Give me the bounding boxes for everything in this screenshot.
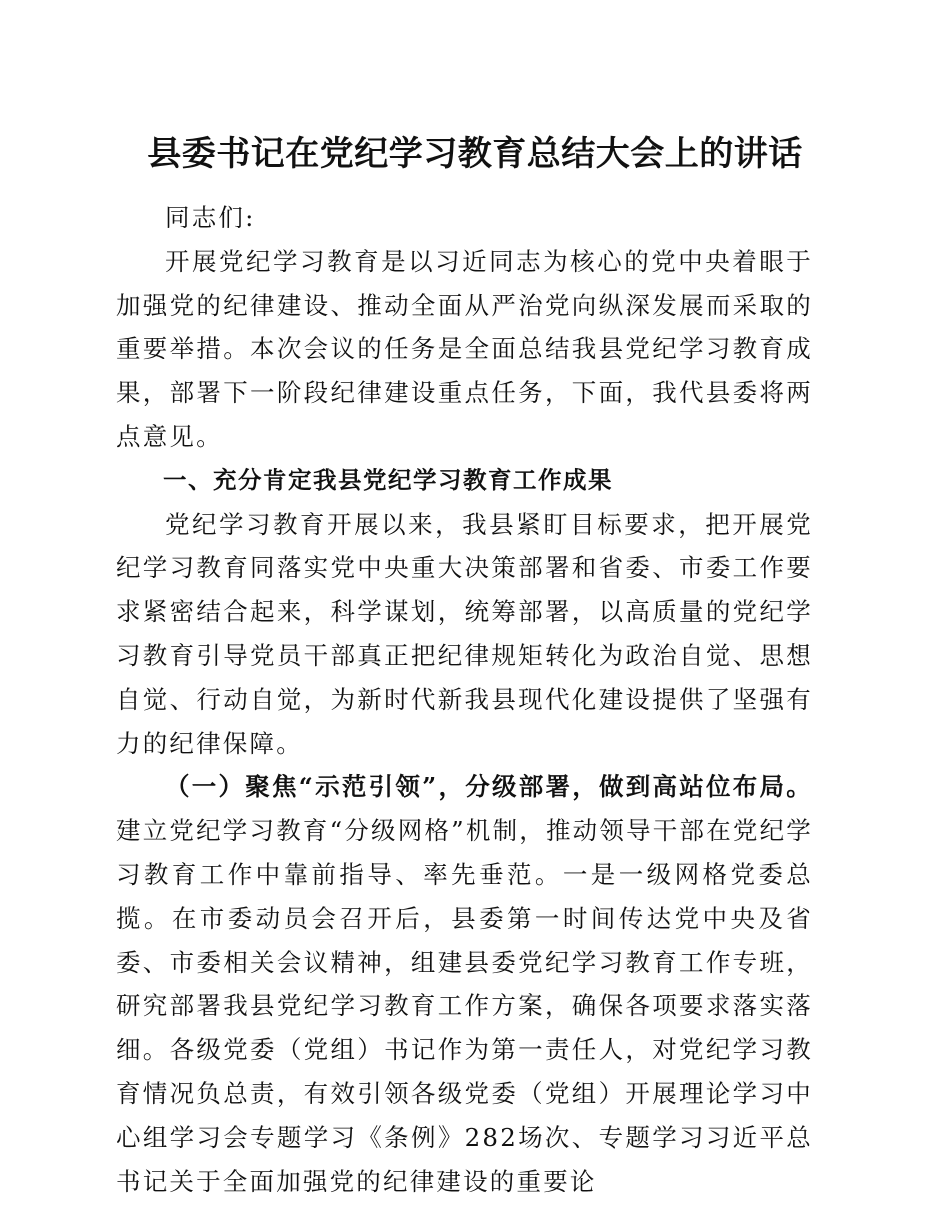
document-title: 县委书记在党纪学习教育总结大会上的讲话 [147,134,803,174]
subsection-1-paragraph [116,765,813,1203]
salutation: 同志们: [165,203,256,232]
intro-paragraph: 开展党纪学习教育是以习近同志为核心的党中央着眼于加强党的纪律建设、推动全面从严治党向纵深发展而采取的重要举措。本次会议的任务是全面总结我县党纪学习教育成果，部署下一阶段纪律建设重点任务，下面，我代县委将两点意见。 [116,246,813,451]
subsection-1-heading: （一）聚焦“示范引领”，分级部署，做到高站位布局。 [165,772,813,802]
document-body [116,196,813,1203]
section-1-heading: 一、充分肯定我县党纪学习教育工作成果 [163,465,613,494]
section-1-paragraph: 党纪学习教育开展以来，我县紧盯目标要求，把开展党纪学习教育同落实党中央重大决策部署和省委、市委工作要求紧密结合起来，科学谋划，统筹部署，以高质量的党纪学习教育引导党员干部真正把纪律规矩转化为政治自觉、思想自觉、行动自觉，为新时代新我县现代化建设提供了坚强有力的纪律保障。 [116,509,813,758]
subsection-1-body: 建立党纪学习教育“分级网格”机制，推动领导干部在党纪学习教育工作中靠前指导、率先垂范。一是一级网格党委总揽。在市委动员会召开后，县委第一时间传达党中央及省委、市委相关会议精神，组建县委党纪学习教育工作专班，研究部署我县党纪学习教育工作方案，确保各项要求落实落细。各级党委（党组）书记作为第一责任人，对党纪学习教育情况负总责，有效引领各级党委（党组）开展理论学习中心组学习会专题学习《条例》282场次、专题学习习近平总书记关于全面加强党的纪律建设的重要论 [116,816,813,1196]
